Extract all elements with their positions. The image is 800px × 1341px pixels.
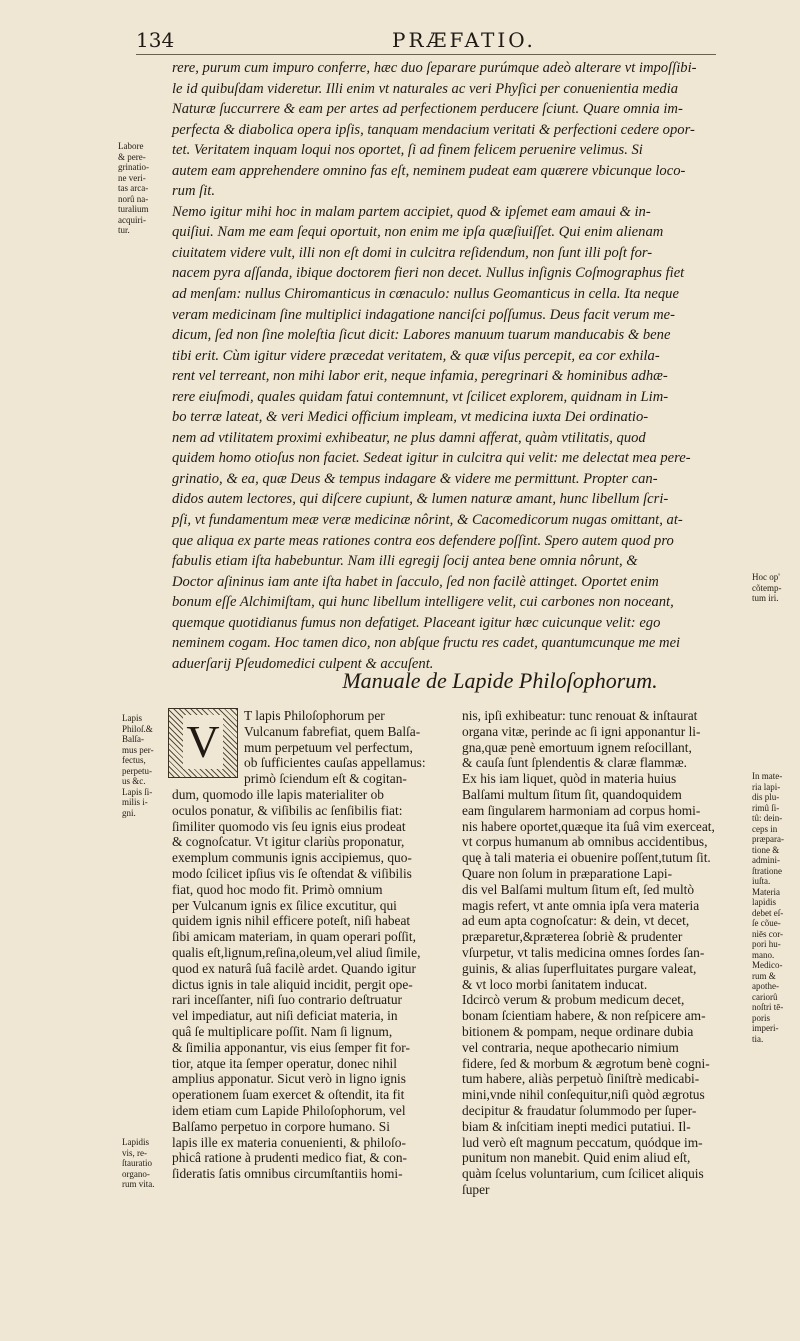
text-line: rimû ſi- <box>752 802 780 813</box>
text-line: ne veri- <box>118 172 146 183</box>
text-line: oculos ponatur, & viſibilis ac ſenſibilis fiat: <box>172 802 403 818</box>
text-line: gna,quæ penè emortuum ignem reſocillant, <box>462 739 692 755</box>
text-line: mum perpetuum vel perfectum, <box>244 739 413 755</box>
text-line: In mate- <box>752 771 783 781</box>
text-line: guinis, & alias ſuperfluitates purgare valeat, <box>462 960 697 976</box>
text-line: organa vitæ, perinde ac ſi igni apponantur li- <box>462 723 701 739</box>
text-line: Balſami multum ſitum ſit, quandoquidem <box>462 786 682 802</box>
text-line: Medico- <box>752 960 783 970</box>
text-line: bonam ſcientiam habere, & non reſpicere am- <box>462 1008 706 1024</box>
drop-cap-letter: V <box>183 715 223 769</box>
text-line: rent vel terreant, non mihi labor erit, neque infamia, peregrinari & hominibus adhæ- <box>172 368 668 385</box>
text-line: Lapidis <box>122 1137 149 1147</box>
text-line: perfecta & diabolica opera ipſis, tanquam mendacium veritati & perfectioni cedere opor- <box>172 121 695 138</box>
margin-note-labore <box>118 141 149 236</box>
text-line: noſtri tē- <box>752 1002 784 1012</box>
text-line: cariorû <box>752 991 778 1002</box>
text-line: organo- <box>122 1168 150 1179</box>
text-line: Naturæ ſuccurrere & eam per artes ad perfectionem perducere ſciunt. Quare omnia im- <box>172 101 683 118</box>
running-title: PRÆFATIO. <box>392 28 536 52</box>
text-line: dum, quomodo ille lapis materialiter ob <box>172 786 384 802</box>
text-line: fectus, <box>122 755 146 765</box>
text-line: mano. <box>752 949 775 960</box>
text-line: operationem ſuam exercet & oſtendit, ita fit <box>172 1087 405 1103</box>
text-line: grinatio, & ea, quæ Deus & tempus indagare & videre me permittunt. Propter can- <box>172 470 658 487</box>
margin-note-in-materia <box>752 771 784 1044</box>
text-line: quàm ſcelus voluntarium, cum ſcilicet aliquis <box>462 1166 704 1182</box>
text-line: le id quibuſdam videretur. Illi enim vt naturales ac veri Phyſici per conuenientia media <box>172 80 679 97</box>
text-line: quę à tali materia ei obuenire poſſent,tutum ſit. <box>462 850 711 866</box>
text-line: tas arca- <box>118 183 149 193</box>
text-line: norû na- <box>118 193 149 204</box>
text-line: tia. <box>752 1033 764 1044</box>
text-line: rum & <box>752 970 776 981</box>
text-line: pori hu- <box>752 939 781 949</box>
text-line: Lapis <box>122 713 142 723</box>
text-line: Philoſ.& <box>122 723 153 734</box>
text-line: lapidis <box>752 897 776 907</box>
text-line: cõtemp- <box>752 582 782 593</box>
text-line: eam ſingularem harmoniam ad corpus homi- <box>462 802 701 818</box>
text-line: ceps in <box>752 823 778 834</box>
text-line: quâ ſe multiplicare poſſit. Nam ſi lignum, <box>172 1023 393 1039</box>
text-line: ad menſam: nullus Chiromanticus in cœnaculo: nullus Geomanticus in cella. Ita neque <box>172 286 679 303</box>
text-line: exemplum communis ignis accipiemus, quo- <box>172 850 412 866</box>
text-line: modo ſcilicet ipſius vis ſe oſtendat & viſibilis <box>172 865 412 881</box>
text-line: nis, ipſi exhibeatur: tunc renouat & inſtaurat <box>462 708 698 723</box>
text-line: quidem ignis nihil efficere poteſt, niſi habeat <box>172 913 411 929</box>
text-line: lud verò eſt magnum peccatum, quódque im- <box>462 1134 703 1150</box>
text-line: & cauſa ſunt ſplendentis & claræ flammæ. <box>462 755 687 771</box>
text-line: bitionem & pompam, neque ordinare dubia <box>462 1023 694 1039</box>
text-line: nacem pyra aſſanda, ibique doctorem fieri non decet. Nullus inſignis Coſmographus fiet <box>172 265 685 282</box>
left-column-text <box>172 708 452 1182</box>
right-column-text <box>462 708 744 1198</box>
text-line: tibi erit. Cùm igitur videre præcedat veritatem, & quæ viſus percepit, ea cor exhila- <box>172 347 660 364</box>
text-line: & vt loco morbi ſanitatem inducat. <box>462 976 648 992</box>
text-line: Balſa- <box>122 734 144 744</box>
page-header <box>136 28 736 56</box>
text-line: aduerſarij Pſeudomedici culpent & accuſent. <box>172 655 434 672</box>
text-line: punitum non manebit. Quid enim aliud eſt, <box>462 1150 691 1166</box>
text-line: lapis ille ex materia conuenienti, & philoſo- <box>172 1134 406 1150</box>
text-line: quemque quotidianus fumus non defatiget. Placeant igitur hæc cuicunque velit: ego <box>172 614 661 631</box>
text-line: nis habere oportet,quæque ita ſuâ vim exerceat, <box>462 818 715 834</box>
text-line: primò ſciendum eſt & cogitan- <box>244 771 407 787</box>
text-line: fabulis etiam iſta habebuntur. Nam illi egregij ſocij antea bene omnia nôrunt, & <box>172 553 638 570</box>
text-line: ſuper <box>462 1181 490 1197</box>
text-line: ſe cõue- <box>752 918 781 928</box>
text-line: Ex his iam liquet, quòd in materia huius <box>462 771 677 787</box>
text-line: fiat, quod hoc modo fit. Primò omnium <box>172 881 383 897</box>
text-line: niēs cor- <box>752 928 784 939</box>
text-line: ſtauratio <box>122 1158 152 1168</box>
margin-note-lapis <box>122 713 154 818</box>
text-line: ſibi amicam materiam, in quam operari poſſit, <box>172 929 416 945</box>
text-line: apothe- <box>752 981 779 991</box>
text-line: perpetu- <box>122 765 152 776</box>
text-line: qualis eſt,lignum,reſina,oleum,vel aliud ſimile, <box>172 944 421 960</box>
text-line: præpara- <box>752 834 784 844</box>
text-line: vis, re- <box>122 1147 147 1158</box>
text-line: præparetur,&præterea ſobriè & prudenter <box>462 929 683 945</box>
text-line: rere eiuſmodi, quales quidam fatui contemnunt, vt ſcilicet explorem, quidnam in Lim- <box>172 388 669 405</box>
text-line: tum iri. <box>752 593 779 603</box>
text-line: Labore <box>118 141 144 151</box>
text-line: quiſiui. Nam me eam ſequi oportuit, non enim me ipſa quæſiuiſſet. Qui enim alienam <box>172 224 664 241</box>
text-line: amplius apponatur. Sicut verò in ligno ignis <box>172 1071 406 1087</box>
text-line: decipitur & fraudatur ſolummodo per ſuper- <box>462 1102 697 1118</box>
text-line: ria lapi- <box>752 781 781 792</box>
text-line: biam & inſcitiam inepti medici putatiui. Il- <box>462 1118 691 1134</box>
text-line: bonum eſſe Alchimiſtam, qui hunc libellum intelligere velit, cui carbones non noceant, <box>172 594 674 611</box>
text-line: gni. <box>122 807 136 818</box>
text-line: poris <box>752 1012 770 1023</box>
text-line: nem ad vtilitatem proximi exhibeatur, ne plus damni afferat, quàm vtilitatis, quod <box>172 429 646 446</box>
text-line: ciuitatem videre vult, illi non eſt domi in culcitra reſidendum, non ſunt illi poſt for- <box>172 244 653 261</box>
text-line: ſimiliter quomodo vis ſeu ignis eius prodeat <box>172 818 406 834</box>
text-line: quod ex naturâ ſuâ facilè ardet. Quando igitur <box>172 960 416 976</box>
text-line: dis plu- <box>752 792 780 802</box>
text-line: debet eſ- <box>752 907 784 918</box>
header-rule <box>136 54 716 55</box>
page-number: 134 <box>136 28 175 52</box>
text-line: iuſta. <box>752 876 771 886</box>
text-line: tione & <box>752 844 780 855</box>
text-line: Vulcanum fabrefiat, quem Balſa- <box>244 723 421 739</box>
text-line: & cognoſcatur. Vt igitur clariùs proponatur, <box>172 834 405 850</box>
text-line: Hoc op' <box>752 572 780 582</box>
preface-text <box>172 58 768 674</box>
section-title: Manuale de Lapide Philoſophorum. <box>342 668 658 693</box>
text-line: veram medicinam ſine multiplici indagatione nanciſci poſſumus. Deus facit verum me- <box>172 306 675 323</box>
text-line: vel contraria, neque apothecario nimium <box>462 1039 679 1055</box>
text-line: tior, atque ita ſemper operatur, donec nihil <box>172 1055 397 1071</box>
text-line: idem etiam cum Lapide Philoſophorum, vel <box>172 1102 406 1118</box>
text-line: que aliqua ex parte meas rationes contra eos defendere poſſint. Spero autem quod pro <box>172 532 674 549</box>
text-line: tum habere, aliàs perpetuò ſiniſtrè medicabi- <box>462 1071 700 1087</box>
text-line: rum ſit. <box>172 183 215 200</box>
text-line: vt corpus humanum ab omnibus accidentibus, <box>462 834 708 850</box>
text-line: dis vel Balſami multum ſitum eſt, ſed multò <box>462 881 695 897</box>
text-line: Idcircò verum & probum medicum decet, <box>462 992 685 1008</box>
text-line: Lapis ſi- <box>122 786 153 797</box>
text-line: Balſamo perpetuo in corpore humano. Si <box>172 1118 390 1134</box>
text-line: pſi, vt fundamentum meæ veræ medicinæ nôrint, & Cacomedicorum nugas omittant, at- <box>172 512 683 529</box>
text-line: fidere, ſed & morbum & ægrotum benè cogni- <box>462 1055 710 1071</box>
text-line: rari inceſſanter, niſi ſuo contrario deſtruatur <box>172 992 402 1008</box>
text-line: quidem homo otioſus non faciet. Sedeat igitur in culcitra qui velit: me delectat mea pere- <box>172 450 691 467</box>
text-line: rere, purum cum impuro conferre, hæc duo ſeparare purúmque adeò alterare vt impoſſibi- <box>172 60 697 76</box>
text-line: magis refert, vt ante omnia ipſa vera materia <box>462 897 700 913</box>
text-line: & pere- <box>118 151 146 162</box>
text-line: Nemo igitur mihi hoc in malam partem accipiet, quod & ipſemet eam amaui & in- <box>172 203 651 220</box>
decorative-initial <box>168 708 238 778</box>
text-line: dicum, ſed non ſine moleſtia ſicut dicit: Labores manuum tuarum manducabis & bene <box>172 327 671 344</box>
text-line: rum vita. <box>122 1179 155 1189</box>
text-line: didos autem lectores, qui diſcere cupiunt, & lumen naturæ amant, hunc libellum ſcri- <box>172 491 669 508</box>
text-line: phicâ ratione à prudenti medico fiat, & con- <box>172 1150 407 1166</box>
text-line: acquiri- <box>118 214 146 225</box>
text-line: vel impediatur, aut niſi deficiat materia, in <box>172 1008 398 1024</box>
text-line: Quare non ſolum in præparatione Lapi- <box>462 865 673 881</box>
text-line: ſtratione <box>752 865 782 876</box>
text-line: tur. <box>118 225 130 235</box>
text-line: autem eam apprehendere omnino fas eſt, neminem pudeat eam quærere vbicunque loco- <box>172 162 686 179</box>
text-line: milis i- <box>122 797 148 807</box>
margin-note-hoc-op <box>752 572 782 604</box>
text-line: & ſimilia apponantur, vis eius ſemper fit for- <box>172 1039 410 1055</box>
text-line: ſideratis ſatis omnibus circumſtantiis homi- <box>172 1166 403 1182</box>
text-line: mus per- <box>122 744 154 755</box>
text-line: Doctor aſininus iam ante iſta habet in ſacculo, ſed non facilè attinget. Oportet enim <box>172 573 659 590</box>
text-line: tet. Veritatem inquam loqui nos oportet, ſi ad finem felicem peruenire velimus. Si <box>172 142 643 159</box>
text-line: admini- <box>752 855 780 865</box>
text-line: imperi- <box>752 1023 779 1033</box>
text-line: turalium <box>118 204 149 214</box>
text-line: us &c. <box>122 776 146 786</box>
text-line: per Vulcanum ignis ex ſilice excutitur, qui <box>172 897 397 913</box>
text-line: T lapis Philoſophorum per <box>244 708 385 723</box>
text-line: neminem cogam. Hoc tamen dico, non abſque fructu res cadet, quantumcunque me mei <box>172 635 681 652</box>
text-line: ob ſufficientes cauſas appellamus: <box>244 755 426 771</box>
text-line: mini,vnde nihil conſequitur,niſi quòd ægrotus <box>462 1087 705 1103</box>
text-line: dictus ignis in tale aliquid incidit, pergit ope- <box>172 976 413 992</box>
text-line: ad eum apta cognoſcatur: & dein, vt decet, <box>462 913 690 929</box>
text-line: bo terræ lateat, & veri Medici officium impleam, vt medicina iuxta Dei ordinatio- <box>172 409 649 426</box>
margin-note-lapidis-vis <box>122 1137 155 1190</box>
text-line: Materia <box>752 886 780 897</box>
text-line: vſurpetur, vt talis medicina omnes ſordes ſan- <box>462 944 705 960</box>
text-line: grinatio- <box>118 162 149 172</box>
text-line: tû: dein- <box>752 813 783 823</box>
